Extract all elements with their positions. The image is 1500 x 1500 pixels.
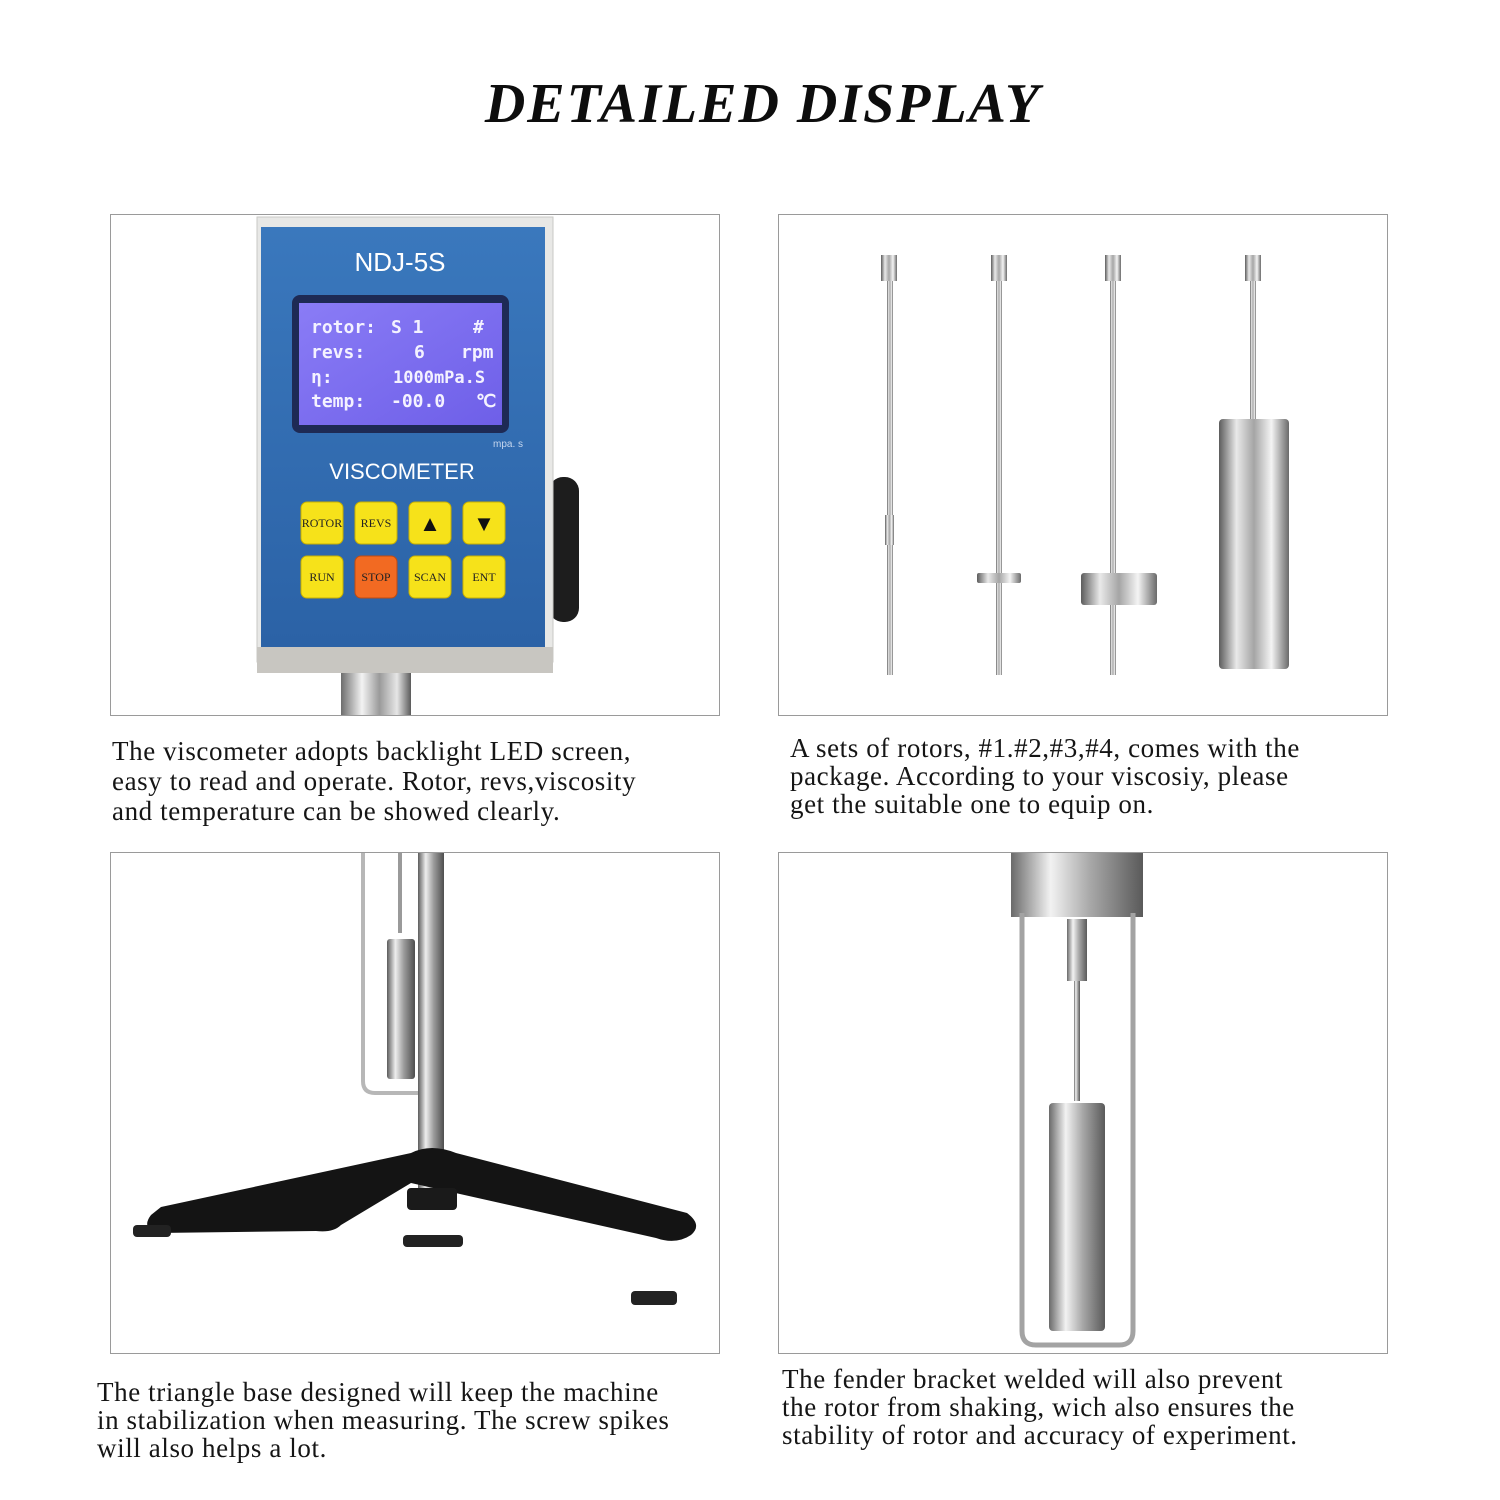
lcd-revs-label: revs: (311, 342, 366, 363)
caption-line: A sets of rotors, #1.#2,#3,#4, comes with the (790, 733, 1300, 763)
caption-line: and temperature can be showed clearly. (112, 796, 561, 826)
caption-line: package. According to your viscosiy, please (790, 761, 1289, 791)
button-up[interactable] (409, 502, 451, 544)
lcd-temp-unit: ℃ (476, 391, 497, 412)
page-title: DETAILED DISPLAY (484, 73, 1042, 135)
button-scan[interactable] (409, 556, 451, 598)
svg-text:SCAN: SCAN (413, 570, 447, 584)
button-rotor[interactable] (301, 502, 343, 544)
svg-text:ROTOR: ROTOR (301, 516, 343, 530)
svg-text:RUN: RUN (309, 570, 335, 584)
caption-line: easy to read and operate. Rotor, revs,viscosity (112, 766, 637, 796)
lcd-revs-value: 6 (414, 342, 425, 363)
lcd-rotor-label: rotor: (311, 317, 377, 338)
svg-text:REVS: REVS (360, 516, 392, 530)
model-label: NDJ-5S (354, 247, 446, 277)
unit-small-label: mpa. s (493, 439, 524, 450)
down-arrow-icon: ▼ (473, 511, 495, 536)
caption-bracket (782, 1365, 1298, 1449)
caption-line: get the suitable one to equip on. (790, 789, 1154, 819)
caption-line: the rotor from shaking, wich also ensures the (782, 1392, 1295, 1422)
fender-bracket-photo (778, 852, 1388, 1354)
lcd-eta-value: 1000mPa.S (393, 368, 486, 388)
caption-line: The fender bracket welded will also prevent (782, 1364, 1284, 1394)
lcd-temp-value: -00.0 (391, 391, 446, 412)
rotor-4 (1219, 255, 1289, 669)
rotor-3 (1081, 255, 1157, 675)
caption-base (97, 1378, 670, 1462)
lcd-rotor-value: S 1 (391, 317, 424, 338)
caption-line: in stabilization when measuring. The screw spikes (97, 1405, 670, 1435)
lcd-temp-label: temp: (311, 391, 366, 412)
caption-rotors (790, 734, 1300, 818)
caption-line: stability of rotor and accuracy of experiment. (782, 1420, 1298, 1450)
button-down[interactable] (463, 502, 505, 544)
button-stop[interactable] (355, 556, 397, 598)
caption-line: The viscometer adopts backlight LED screen, (112, 736, 632, 766)
triangle-base-photo (110, 852, 720, 1354)
caption-display (112, 736, 636, 826)
button-ent[interactable] (463, 556, 505, 598)
rotors-photo (778, 214, 1388, 716)
lcd-revs-unit: rpm (461, 342, 494, 363)
viscometer-display-photo (110, 214, 720, 716)
button-revs[interactable] (355, 502, 397, 544)
lcd-rotor-unit: # (473, 317, 484, 338)
svg-text:ENT: ENT (472, 570, 496, 584)
svg-text:STOP: STOP (361, 570, 391, 584)
rotor-1 (881, 255, 897, 675)
device-name-label: VISCOMETER (329, 459, 475, 484)
caption-line: will also helps a lot. (97, 1433, 327, 1463)
rotor-2 (977, 255, 1021, 675)
button-run[interactable] (301, 556, 343, 598)
lcd-eta-label: η: (311, 367, 333, 388)
up-arrow-icon: ▲ (419, 511, 441, 536)
caption-line: The triangle base designed will keep the machine (97, 1377, 659, 1407)
